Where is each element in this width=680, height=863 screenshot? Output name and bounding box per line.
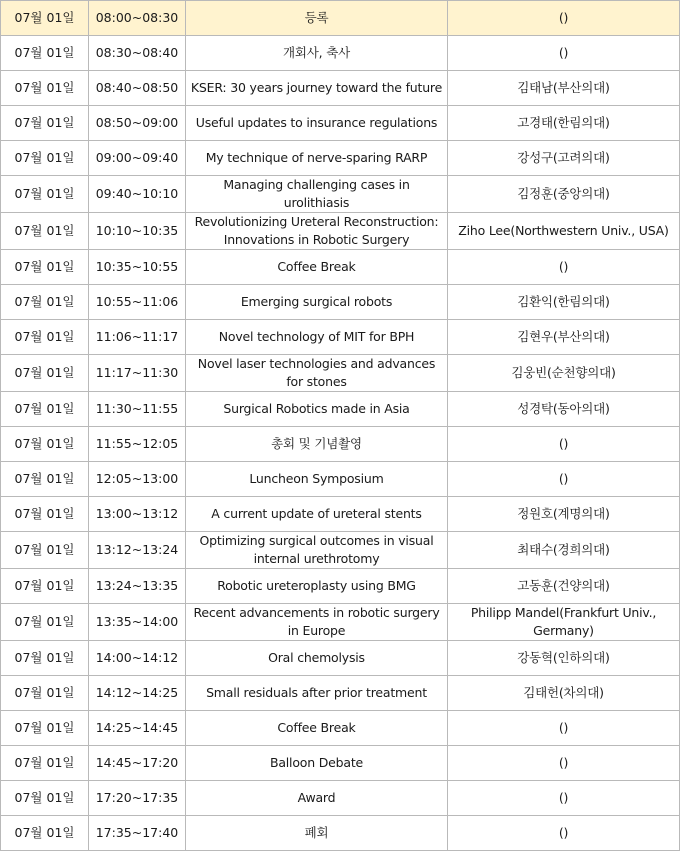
table-row <box>1 106 680 141</box>
speaker-cell: 고동훈(건양의대) <box>448 569 680 604</box>
title-cell: Luncheon Symposium <box>186 462 448 497</box>
table-row <box>1 462 680 497</box>
table-row <box>1 285 680 320</box>
date-cell: 07월 01일 <box>1 1 89 36</box>
date-cell: 07월 01일 <box>1 250 89 285</box>
table-row <box>1 569 680 604</box>
speaker-cell: 김태헌(차의대) <box>448 676 680 711</box>
title-cell: KSER: 30 years journey toward the future <box>186 71 448 106</box>
speaker-cell: 정원호(계명의대) <box>448 497 680 532</box>
time-cell: 09:00~09:40 <box>89 141 186 176</box>
title-cell: Coffee Break <box>186 250 448 285</box>
time-cell: 10:10~10:35 <box>89 213 186 250</box>
date-cell: 07월 01일 <box>1 676 89 711</box>
speaker-cell: () <box>448 36 680 71</box>
table-row <box>1 71 680 106</box>
date-cell: 07월 01일 <box>1 781 89 816</box>
speaker-cell: () <box>448 462 680 497</box>
speaker-cell: 김환익(한림의대) <box>448 285 680 320</box>
title-cell: Recent advancements in robotic surgery in Europe <box>186 604 448 641</box>
time-cell: 13:24~13:35 <box>89 569 186 604</box>
date-cell: 07월 01일 <box>1 604 89 641</box>
time-cell: 14:00~14:12 <box>89 641 186 676</box>
speaker-cell: () <box>448 816 680 851</box>
title-cell: 개회사, 축사 <box>186 36 448 71</box>
title-cell: My technique of nerve-sparing RARP <box>186 141 448 176</box>
time-cell: 14:45~17:20 <box>89 746 186 781</box>
date-cell: 07월 01일 <box>1 176 89 213</box>
date-cell: 07월 01일 <box>1 392 89 427</box>
time-cell: 08:00~08:30 <box>89 1 186 36</box>
table-row <box>1 781 680 816</box>
date-cell: 07월 01일 <box>1 427 89 462</box>
table-row <box>1 1 680 36</box>
table-row <box>1 250 680 285</box>
speaker-cell: 김현우(부산의대) <box>448 320 680 355</box>
time-cell: 13:35~14:00 <box>89 604 186 641</box>
date-cell: 07월 01일 <box>1 641 89 676</box>
time-cell: 09:40~10:10 <box>89 176 186 213</box>
date-cell: 07월 01일 <box>1 71 89 106</box>
time-cell: 17:35~17:40 <box>89 816 186 851</box>
title-cell: Surgical Robotics made in Asia <box>186 392 448 427</box>
table-row <box>1 711 680 746</box>
date-cell: 07월 01일 <box>1 320 89 355</box>
speaker-cell: () <box>448 781 680 816</box>
title-cell: Optimizing surgical outcomes in visual internal urethrotomy <box>186 532 448 569</box>
time-cell: 08:50~09:00 <box>89 106 186 141</box>
time-cell: 13:12~13:24 <box>89 532 186 569</box>
table-row <box>1 141 680 176</box>
time-cell: 08:30~08:40 <box>89 36 186 71</box>
table-row <box>1 676 680 711</box>
date-cell: 07월 01일 <box>1 711 89 746</box>
speaker-cell: () <box>448 250 680 285</box>
date-cell: 07월 01일 <box>1 213 89 250</box>
time-cell: 10:35~10:55 <box>89 250 186 285</box>
table-row <box>1 427 680 462</box>
date-cell: 07월 01일 <box>1 497 89 532</box>
title-cell: Useful updates to insurance regulations <box>186 106 448 141</box>
time-cell: 14:12~14:25 <box>89 676 186 711</box>
title-cell: Balloon Debate <box>186 746 448 781</box>
date-cell: 07월 01일 <box>1 746 89 781</box>
title-cell: A current update of ureteral stents <box>186 497 448 532</box>
date-cell: 07월 01일 <box>1 569 89 604</box>
time-cell: 14:25~14:45 <box>89 711 186 746</box>
table-row <box>1 641 680 676</box>
date-cell: 07월 01일 <box>1 532 89 569</box>
speaker-cell: 김태남(부산의대) <box>448 71 680 106</box>
speaker-cell: 김정훈(중앙의대) <box>448 176 680 213</box>
speaker-cell: () <box>448 746 680 781</box>
speaker-cell: 성경탁(동아의대) <box>448 392 680 427</box>
title-cell: 총회 및 기념촬영 <box>186 427 448 462</box>
time-cell: 11:06~11:17 <box>89 320 186 355</box>
title-cell: Novel technology of MIT for BPH <box>186 320 448 355</box>
speaker-cell: () <box>448 1 680 36</box>
speaker-cell: () <box>448 427 680 462</box>
table-row <box>1 36 680 71</box>
title-cell: 폐회 <box>186 816 448 851</box>
date-cell: 07월 01일 <box>1 816 89 851</box>
date-cell: 07월 01일 <box>1 36 89 71</box>
title-cell: Coffee Break <box>186 711 448 746</box>
title-cell: Oral chemolysis <box>186 641 448 676</box>
table-row <box>1 392 680 427</box>
table-row <box>1 497 680 532</box>
time-cell: 11:30~11:55 <box>89 392 186 427</box>
date-cell: 07월 01일 <box>1 285 89 320</box>
table-row <box>1 176 680 213</box>
speaker-cell: () <box>448 711 680 746</box>
speaker-cell: Ziho Lee(Northwestern Univ., USA) <box>448 213 680 250</box>
speaker-cell: 강동혁(인하의대) <box>448 641 680 676</box>
time-cell: 12:05~13:00 <box>89 462 186 497</box>
date-cell: 07월 01일 <box>1 462 89 497</box>
title-cell: 등록 <box>186 1 448 36</box>
table-row <box>1 355 680 392</box>
table-row <box>1 320 680 355</box>
time-cell: 17:20~17:35 <box>89 781 186 816</box>
time-cell: 13:00~13:12 <box>89 497 186 532</box>
time-cell: 08:40~08:50 <box>89 71 186 106</box>
speaker-cell: 고경태(한림의대) <box>448 106 680 141</box>
table-row <box>1 532 680 569</box>
schedule-body <box>1 1 680 851</box>
title-cell: Novel laser technologies and advances for stones <box>186 355 448 392</box>
time-cell: 11:55~12:05 <box>89 427 186 462</box>
title-cell: Small residuals after prior treatment <box>186 676 448 711</box>
table-row <box>1 213 680 250</box>
date-cell: 07월 01일 <box>1 355 89 392</box>
table-row <box>1 816 680 851</box>
time-cell: 11:17~11:30 <box>89 355 186 392</box>
time-cell: 10:55~11:06 <box>89 285 186 320</box>
date-cell: 07월 01일 <box>1 141 89 176</box>
title-cell: Emerging surgical robots <box>186 285 448 320</box>
title-cell: Award <box>186 781 448 816</box>
speaker-cell: 최태수(경희의대) <box>448 532 680 569</box>
title-cell: Robotic ureteroplasty using BMG <box>186 569 448 604</box>
speaker-cell: Philipp Mandel(Frankfurt Univ., Germany) <box>448 604 680 641</box>
speaker-cell: 김웅빈(순천향의대) <box>448 355 680 392</box>
speaker-cell: 강성구(고려의대) <box>448 141 680 176</box>
date-cell: 07월 01일 <box>1 106 89 141</box>
table-row <box>1 746 680 781</box>
table-row <box>1 604 680 641</box>
title-cell: Revolutionizing Ureteral Reconstruction: Innovations in Robotic Surgery <box>186 213 448 250</box>
title-cell: Managing challenging cases in urolithiasis <box>186 176 448 213</box>
